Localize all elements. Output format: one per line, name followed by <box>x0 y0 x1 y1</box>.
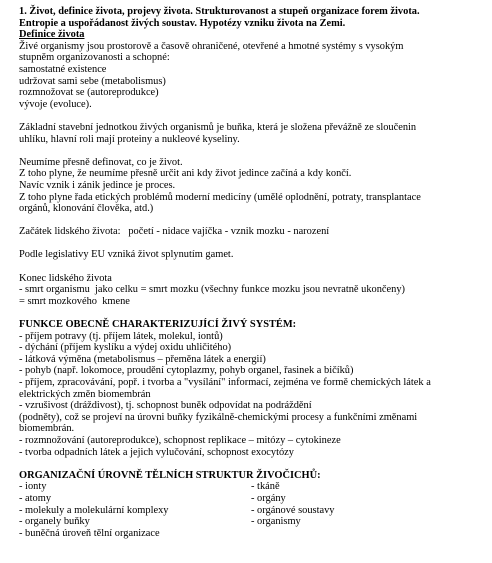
level-item: - atomy <box>19 492 52 504</box>
definition-line: stupněm organizovanosti a schopné: <box>19 52 170 64</box>
definition-line: Živé organismy jsou prostorově a časově ohraničené, otevřené a hmotné systémy s vysokým <box>19 40 404 52</box>
paragraph-line: Navíc vznik i zánik jedince je proces. <box>19 179 176 191</box>
function-item: - tvorba odpadních látek a jejich vylučování, schopnost exocytózy <box>19 446 294 458</box>
definition-line: vývoje (evoluce). <box>19 98 92 110</box>
spacer <box>19 215 486 227</box>
levels-title: ORGANIZAČNÍ ÚROVNĚ TĚLNÍCH STRUKTUR ŽIVOČICHŮ: <box>19 469 321 481</box>
ethics-paragraph <box>19 157 486 215</box>
function-item: biomembrán. <box>19 423 75 435</box>
paragraph-line: Neumíme přesně definovat, co je život. <box>19 156 183 168</box>
level-item: - ionty <box>19 481 47 493</box>
levels-right-column <box>251 481 486 539</box>
function-item: - vzrušivost (dráždivost), tj. schopnost buněk odpovídat na podráždění <box>19 400 312 412</box>
function-item: - příjem, zpracovávání, popř. i tvorba a "vysílání" informací, zejména ve formě chemických látek a <box>19 377 431 388</box>
function-item: - příjem potravy (tj. příjem látek, molekul, iontů) <box>19 330 223 342</box>
paragraph-line: Z toho plyne řada etických problémů moderní medicíny (umělé oplodnění, potraty, transplantace <box>19 191 421 203</box>
paragraph-line: orgánů, klonování člověka, atd.) <box>19 203 154 215</box>
function-item: (podněty), což se projeví na úrovni buňky fyzikálně-chemickými procesy a funkčními změnami <box>19 411 418 423</box>
document-heading-line-2: Entropie a uspořádanost živých soustav. Hypotézy vzniku života na Zemi. <box>19 17 346 29</box>
spacer <box>19 238 486 250</box>
level-item: - molekuly a molekulární komplexy <box>19 504 169 516</box>
function-item: - látková výměna (metabolismus – přeměna látek a energií) <box>19 353 266 365</box>
functions-title: FUNKCE OBECNĚ CHARAKTERIZUJÍCÍ ŽIVÝ SYSTÉM: <box>19 319 297 331</box>
paragraph-line: Konec lidského života <box>19 272 112 284</box>
function-item: elektrických změn biomembrán <box>19 388 151 400</box>
level-item: - buněčná úroveň tělní organizace <box>19 527 160 539</box>
level-item: - organismy <box>251 516 301 528</box>
paragraph-line: Z toho plyne, že neumíme přesně určit ani kdy život jedince začíná a kdy končí. <box>19 168 352 180</box>
eu-legislation-line: Podle legislativy EU vzniká život splynutím gamet. <box>19 249 234 261</box>
end-of-life-paragraph <box>19 273 486 308</box>
paragraph-line: uhlíku, hlavní roli mají proteiny a nukleové kyseliny. <box>19 133 240 145</box>
spacer <box>19 458 486 470</box>
paragraph-line: Základní stavební jednotkou živých organismů je buňka, která je složena převážně ze sloučenin <box>19 121 417 133</box>
spacer <box>19 145 486 157</box>
function-item: - rozmnožování (autoreprodukce), schopnost replikace – mitózy – cytokineze <box>19 434 341 446</box>
spacer <box>19 110 486 122</box>
definition-line: udržovat sami sebe (metabolismus) <box>19 75 166 87</box>
levels-columns <box>19 481 486 539</box>
definition-title: Definice života <box>19 29 85 41</box>
functions-list <box>19 331 486 459</box>
definition-line: samostatné existence <box>19 63 107 75</box>
start-of-life-line: Začátek lidského života: početí - nidace vajíčka - vznik mozku - narození <box>19 226 330 238</box>
spacer <box>19 261 486 273</box>
spacer <box>19 307 486 319</box>
paragraph-line: - smrt organismu jako celku = smrt mozku (všechny funkce mozku jsou nevratně ukončeny) <box>19 284 405 296</box>
level-item: - tkáně <box>251 481 280 493</box>
function-item: - pohyb (např. lokomoce, proudění cytoplazmy, pohyb organel, řasinek a bičíků) <box>19 365 354 377</box>
paragraph-line: = smrt mozkového kmene <box>19 295 130 307</box>
document-heading-line-1: 1. Život, definice života, projevy života. Strukturovanost a stupeň organizace forem života. <box>19 6 420 17</box>
definition-text <box>19 41 486 111</box>
level-item: - orgánové soustavy <box>251 504 335 516</box>
level-item: - orgány <box>251 492 286 504</box>
level-item: - organely buňky <box>19 516 90 528</box>
definition-line: rozmnožovat se (autoreprodukce) <box>19 87 159 99</box>
cell-paragraph <box>19 122 486 145</box>
levels-left-column <box>19 481 251 539</box>
function-item: - dýchání (příjem kyslíku a výdej oxidu uhličitého) <box>19 342 232 354</box>
